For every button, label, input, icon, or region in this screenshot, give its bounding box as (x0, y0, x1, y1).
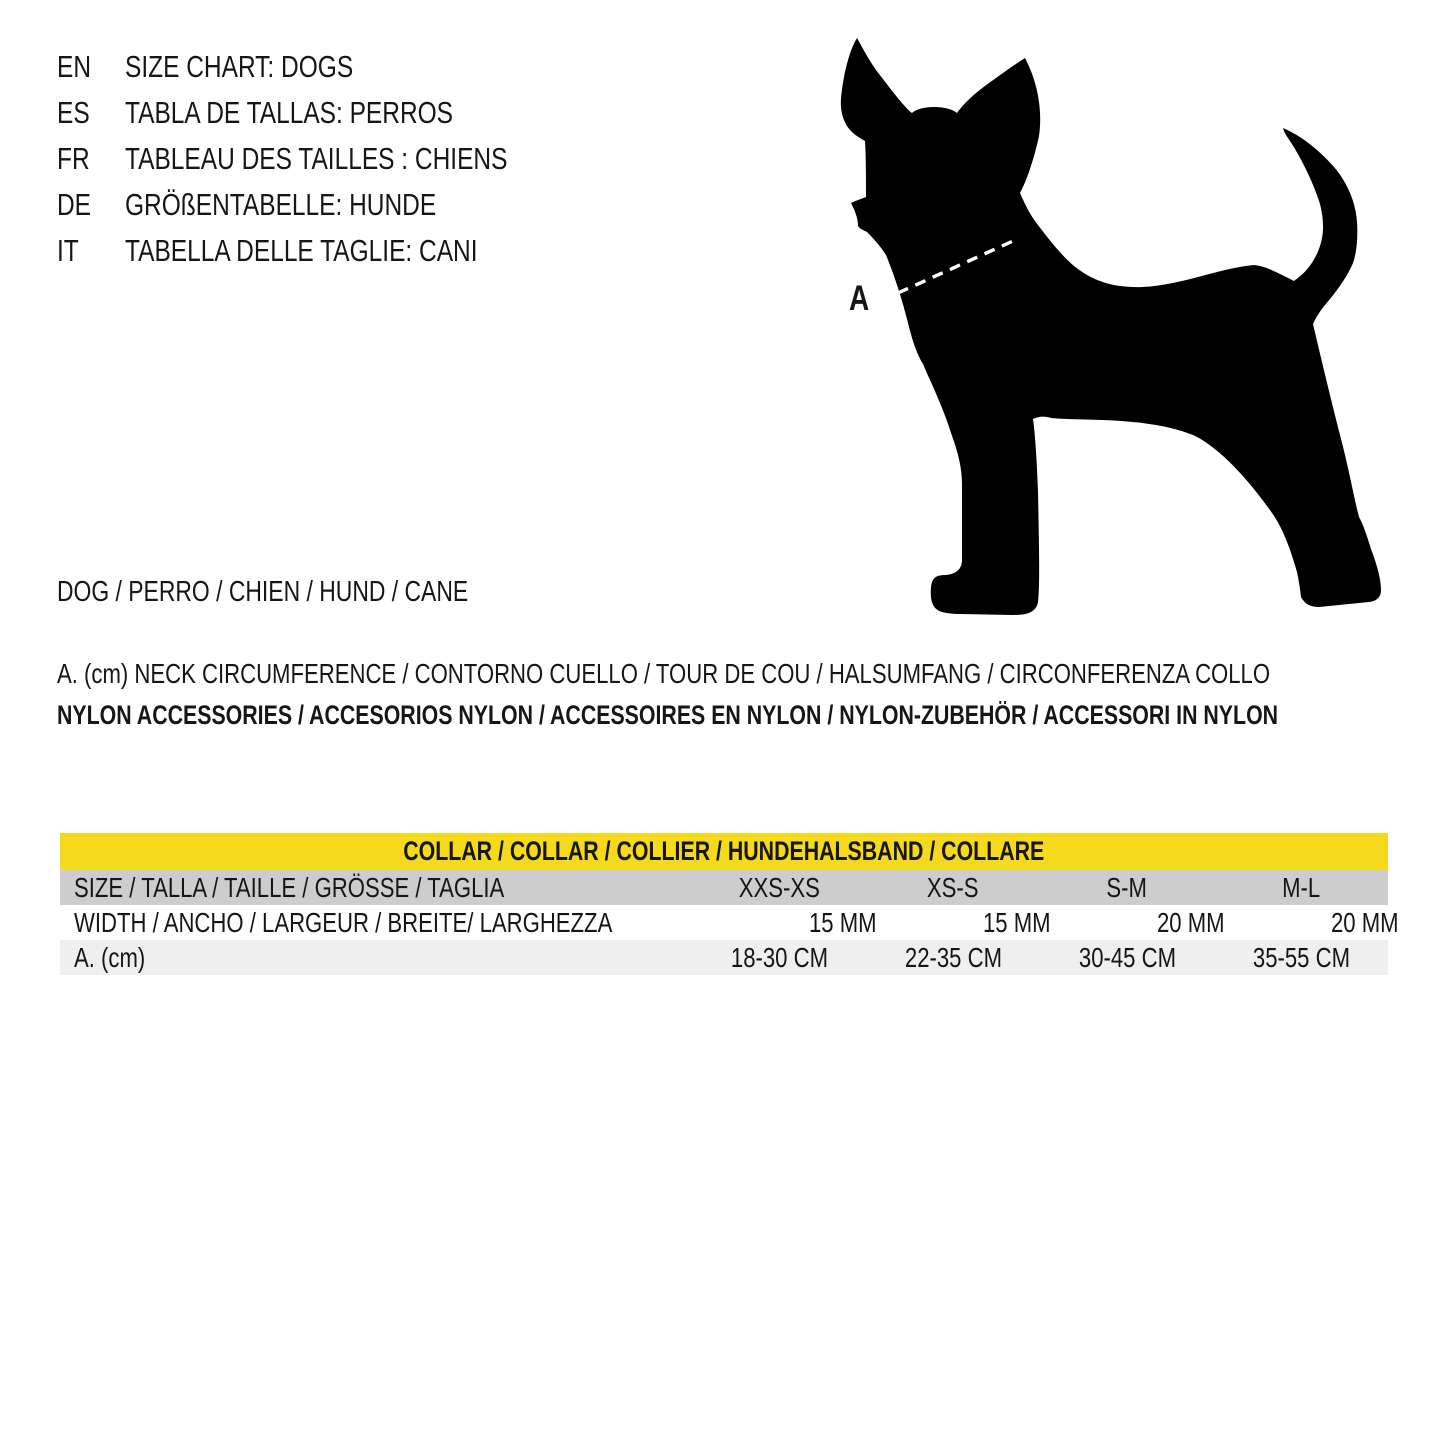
table-row-width (60, 905, 1399, 940)
language-row (57, 228, 609, 274)
width-value: 20 MM (1156, 906, 1225, 938)
chart-title: SIZE CHART: DOGS (125, 49, 354, 84)
measurement-label-a: A (849, 279, 870, 318)
width-value: 15 MM (808, 906, 877, 938)
language-row (57, 90, 609, 136)
row-label-a-cm: A. (cm) (74, 941, 146, 973)
size-value: XXS-XS (738, 871, 820, 903)
dog-silhouette-graphic (820, 20, 1420, 640)
neck-value: 18-30 CM (730, 941, 828, 973)
neck-value: 30-45 CM (1078, 941, 1176, 973)
chart-title: TABLEAU DES TAILLES : CHIENS (125, 141, 508, 176)
language-title-block (57, 44, 609, 274)
row-label-size: SIZE / TALLA / TAILLE / GRÖSSE / TAGLIA (74, 871, 505, 903)
language-code: IT (57, 233, 79, 268)
row-label-width: WIDTH / ANCHO / LARGEUR / BREITE/ LARGHEZZA (74, 906, 613, 938)
table-row-size (60, 870, 1388, 905)
material-note (57, 700, 1445, 731)
language-code: ES (57, 95, 90, 130)
chart-title: GRÖßENTABELLE: HUNDE (125, 187, 437, 222)
language-code: DE (57, 187, 92, 222)
material-note-text: NYLON ACCESSORIES / ACCESORIOS NYLON / ACCESSOIRES EN NYLON / NYLON-ZUBEHÖR / ACCESSORI IN NYLON (57, 700, 1279, 730)
size-value: M-L (1281, 871, 1321, 903)
table-header-collar (60, 833, 1388, 870)
language-row (57, 44, 609, 90)
language-row (57, 136, 609, 182)
width-value: 15 MM (982, 906, 1051, 938)
dog-silhouette (841, 38, 1381, 615)
chart-title: TABELLA DELLE TAGLIE: CANI (125, 233, 478, 268)
table-header-text: COLLAR / COLLAR / COLLIER / HUNDEHALSBAND / COLLARE (403, 836, 1045, 866)
size-value: XS-S (927, 871, 979, 903)
language-row (57, 182, 609, 228)
dog-figure (820, 20, 1420, 640)
size-value: S-M (1106, 871, 1148, 903)
measurement-note (57, 658, 1445, 690)
width-value: 20 MM (1330, 906, 1399, 938)
collar-size-table (60, 833, 1399, 975)
neck-value: 22-35 CM (904, 941, 1002, 973)
neck-value: 35-55 CM (1252, 941, 1350, 973)
language-code: EN (57, 49, 92, 84)
chart-title: TABLA DE TALLAS: PERROS (125, 95, 454, 130)
figure-caption-text: DOG / PERRO / CHIEN / HUND / CANE (57, 576, 469, 608)
language-code: FR (57, 141, 90, 176)
figure-caption (57, 576, 577, 609)
table-row-neck-circumference (60, 940, 1388, 975)
measurement-note-text: A. (cm) NECK CIRCUMFERENCE / CONTORNO CUELLO / TOUR DE COU / HALSUMFANG / CIRCONFERENZA COLLO (57, 658, 1271, 689)
